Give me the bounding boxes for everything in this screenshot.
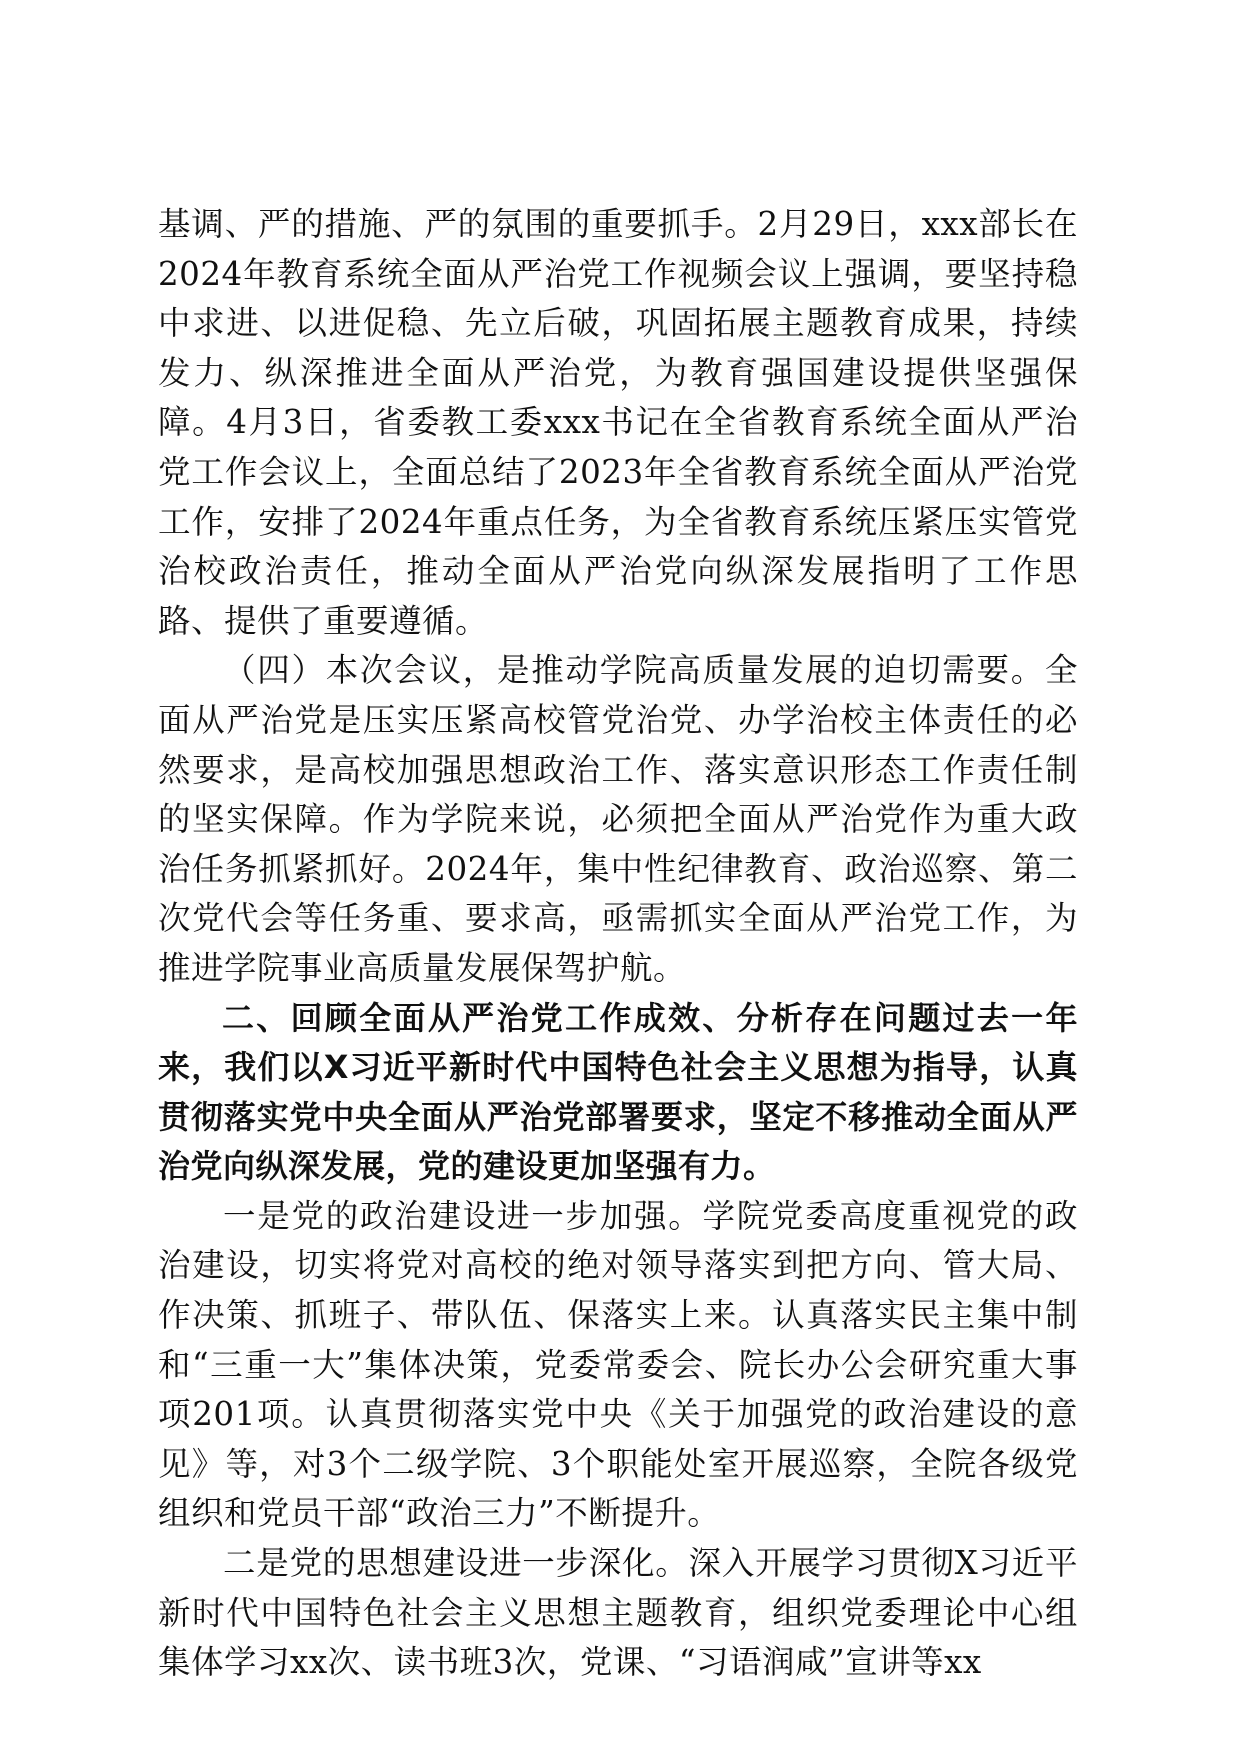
paragraph-continuation: 基调、严的措施、严的氛围的重要抓手。2月29日，xxx部长在2024年教育系统全面从严治党工作视频会议上强调，要坚持稳中求进、以进促稳、先立后破，巩固拓展主题教育成果，持续发力、纵深推进全面从严治党，为教育强国建设提供坚强保障。4月3日，省委教工委xxx书记在全省教育系统全面从严治党工作会议上，全面总结了2023年全省教育系统全面从严治党工作，安排了2024年重点任务，为全省教育系统压紧压实管党治校政治责任，推动全面从严治党向纵深发展指明了工作思路、提供了重要遵循。 <box>158 205 1078 640</box>
section-heading-two: 二、回顾全面从严治党工作成效、分析存在问题过去一年来，我们以X习近平新时代中国特色社会主义思想为指导，认真贯彻落实党中央全面从严治党部署要求，坚定不移推动全面从严治党向纵深发展，党的建设更加坚强有力。 <box>158 998 1078 1186</box>
paragraph-political-construction: 一是党的政治建设进一步加强。学院党委高度重视党的政治建设，切实将党对高校的绝对领导落实到把方向、管大局、作决策、抓班子、带队伍、保落实上来。认真落实民主集中制和“三重一大”集体决策，党委常委会、院长办公会研究重大事项201项。认真贯彻落实党中央《关于加强党的政治建设的意见》等，对3个二级学院、3个职能处室开展巡察，全院各级党组织和党员干部“政治三力”不断提升。 <box>158 1196 1078 1533</box>
paragraph-section-four: （四）本次会议，是推动学院高质量发展的迫切需要。全面从严治党是压实压紧高校管党治党、办学治校主体责任的必然要求，是高校加强思想政治工作、落实意识形态工作责任制的坚实保障。作为学院来说，必须把全面从严治党作为重大政治任务抓紧抓好。2024年，集中性纪律教育、政治巡察、第二次党代会等任务重、要求高，亟需抓实全面从严治党工作，为推进学院事业高质量发展保驾护航。 <box>158 651 1078 987</box>
paragraph-ideological-construction: 二是党的思想建设进一步深化。深入开展学习贯彻X习近平新时代中国特色社会主义思想主题教育，组织党委理论中心组集体学习xx次、读书班3次，党课、“习语润咸”宣讲等xx <box>158 1544 1078 1682</box>
document-body <box>158 200 1078 1688</box>
